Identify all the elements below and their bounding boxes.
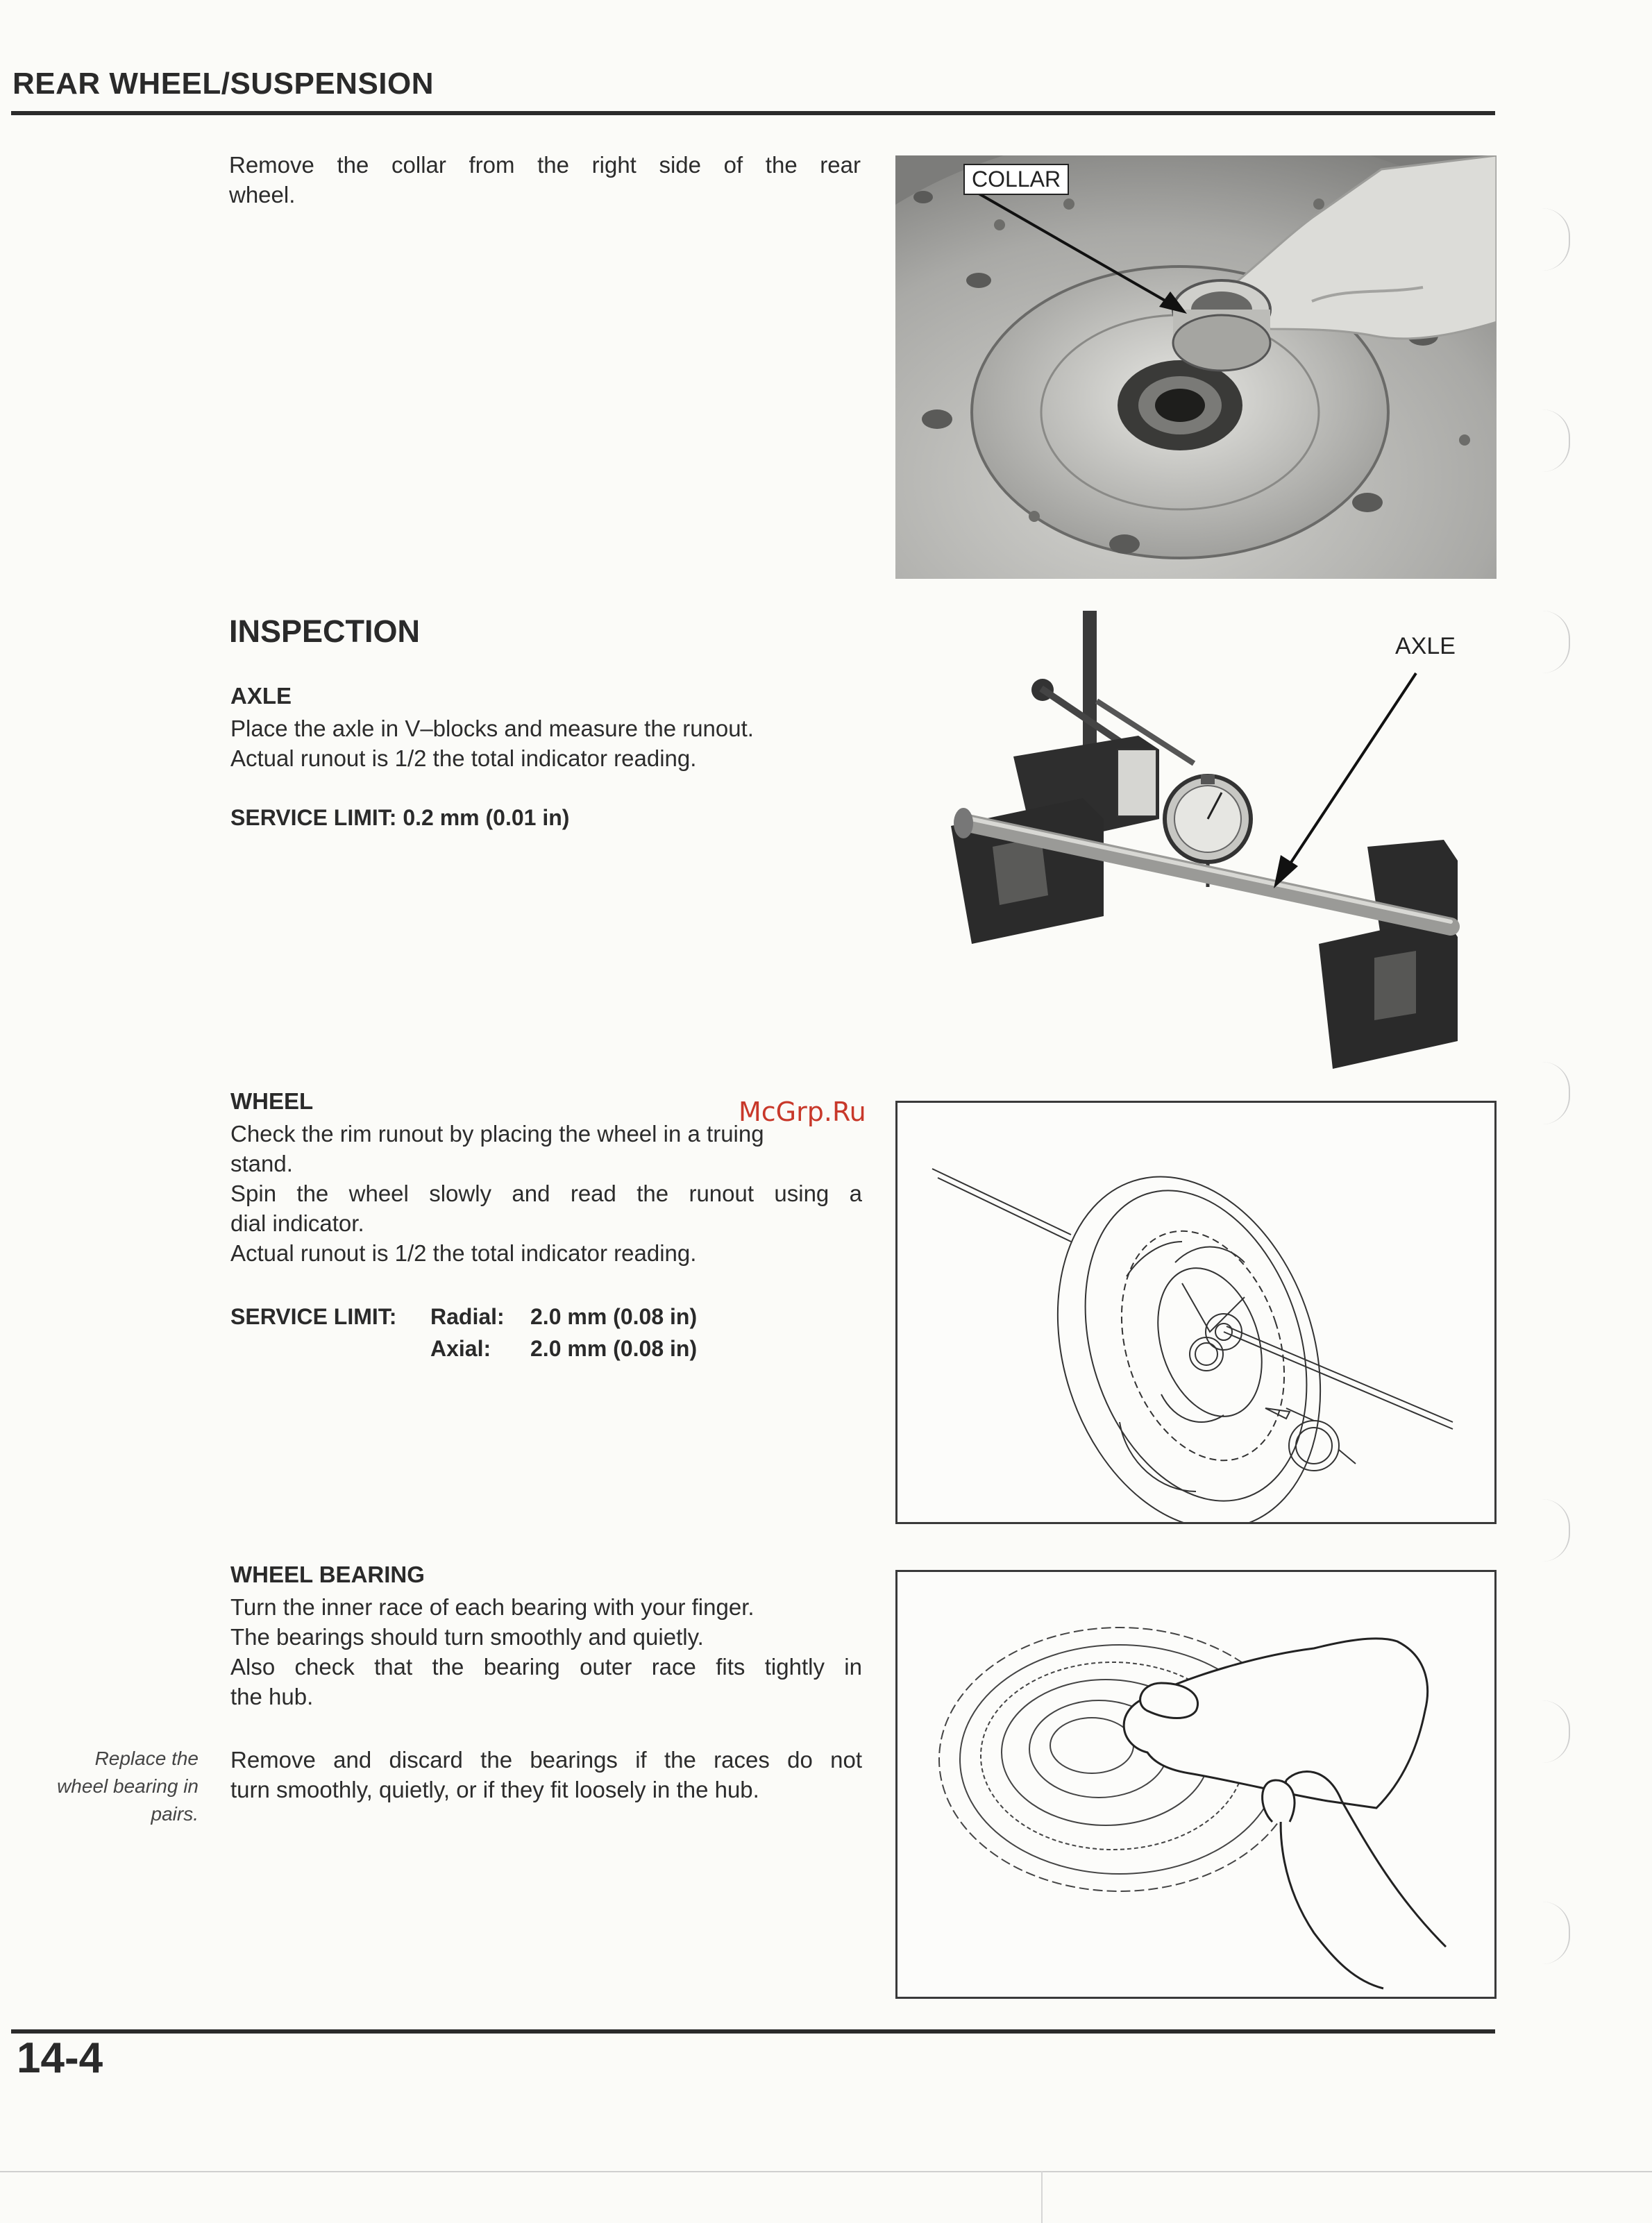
text-line: Also check that the bearing outer race fits tightly in <box>230 1654 862 1680</box>
collar-step-text <box>229 150 861 210</box>
text-line: The bearings should turn smoothly and quietly. <box>230 1624 704 1650</box>
page-number: 14-4 <box>17 2034 103 2082</box>
radial-label: Radial: <box>430 1304 505 1329</box>
page-tab-mark <box>1527 1902 1570 1964</box>
text-line: Actual runout is 1/2 the total indicator reading. <box>230 1240 697 1266</box>
wheel-figure-drawing <box>897 1103 1494 1522</box>
header-rule <box>11 111 1495 115</box>
text-line: Remove the collar from the right side of the rear <box>229 152 861 178</box>
page-tab-mark <box>1527 611 1570 673</box>
axle-text <box>230 713 869 773</box>
axle-service-limit: SERVICE LIMIT: 0.2 mm (0.01 in) <box>230 805 570 830</box>
text-line: Check the rim runout by placing the wheel in a truing <box>230 1121 764 1147</box>
bottom-scan-line <box>0 2171 1652 2172</box>
note-line: Replace the <box>94 1748 199 1769</box>
wheel-subtitle: WHEEL <box>230 1088 314 1114</box>
axial-value: 2.0 mm (0.08 in) <box>530 1336 698 1361</box>
wheel-bearing-figure <box>895 1570 1497 1999</box>
page-tab-mark <box>1527 1700 1570 1763</box>
wheel-bearing-text <box>230 1592 862 1711</box>
note-line: pairs. <box>151 1803 199 1825</box>
text-line: wheel. <box>229 182 296 208</box>
side-note <box>21 1745 199 1828</box>
text-line: Spin the wheel slowly and read the runout using a <box>230 1181 862 1206</box>
text-line: stand. <box>230 1151 293 1176</box>
watermark-text: McGrp.Ru <box>739 1097 866 1127</box>
radial-value: 2.0 mm (0.08 in) <box>530 1304 698 1329</box>
text-line: dial indicator. <box>230 1210 364 1236</box>
wheel-text <box>230 1119 862 1268</box>
page-tab-mark <box>1527 1499 1570 1562</box>
axle-figure-label: AXLE <box>1395 633 1456 659</box>
text-line: turn smoothly, quietly, or if they fit loosely in the hub. <box>230 1777 759 1802</box>
limit-spacer <box>230 1333 430 1364</box>
axial-label: Axial: <box>430 1336 491 1361</box>
page-tab-mark <box>1527 1062 1570 1124</box>
footer-rule <box>11 2029 1495 2034</box>
page-tab-mark <box>1527 409 1570 472</box>
axle-subtitle: AXLE <box>230 683 292 709</box>
text-line: Remove and discard the bearings if the races do not <box>230 1747 862 1773</box>
wheel-figure <box>895 1101 1497 1524</box>
axle-figure <box>930 611 1485 1069</box>
text-line: Turn the inner race of each bearing with your finger. <box>230 1594 755 1620</box>
wheel-bearing-subtitle: WHEEL BEARING <box>230 1562 425 1587</box>
limit-row-radial <box>230 1301 697 1333</box>
text-line: Actual runout is 1/2 the total indicator reading. <box>230 745 697 771</box>
collar-photo <box>895 155 1497 579</box>
limit-row-axial <box>230 1333 697 1364</box>
wheel-bearing-text-2 <box>230 1745 862 1804</box>
text-line: the hub. <box>230 1684 314 1709</box>
page-tab-mark <box>1527 208 1570 271</box>
text-line: Place the axle in V–blocks and measure the runout. <box>230 716 754 741</box>
collar-label: COLLAR <box>963 164 1069 195</box>
bottom-scan-divider <box>1041 2171 1043 2223</box>
collar-photo-drawing <box>895 155 1497 579</box>
note-line: wheel bearing in <box>57 1775 199 1797</box>
inspection-title: INSPECTION <box>229 614 421 649</box>
bearing-figure-drawing <box>897 1572 1494 1997</box>
service-limit-label: SERVICE LIMIT: <box>230 1304 397 1329</box>
wheel-service-limit <box>230 1301 697 1364</box>
section-header-title: REAR WHEEL/SUSPENSION <box>12 67 435 101</box>
axle-figure-drawing <box>930 611 1485 1069</box>
